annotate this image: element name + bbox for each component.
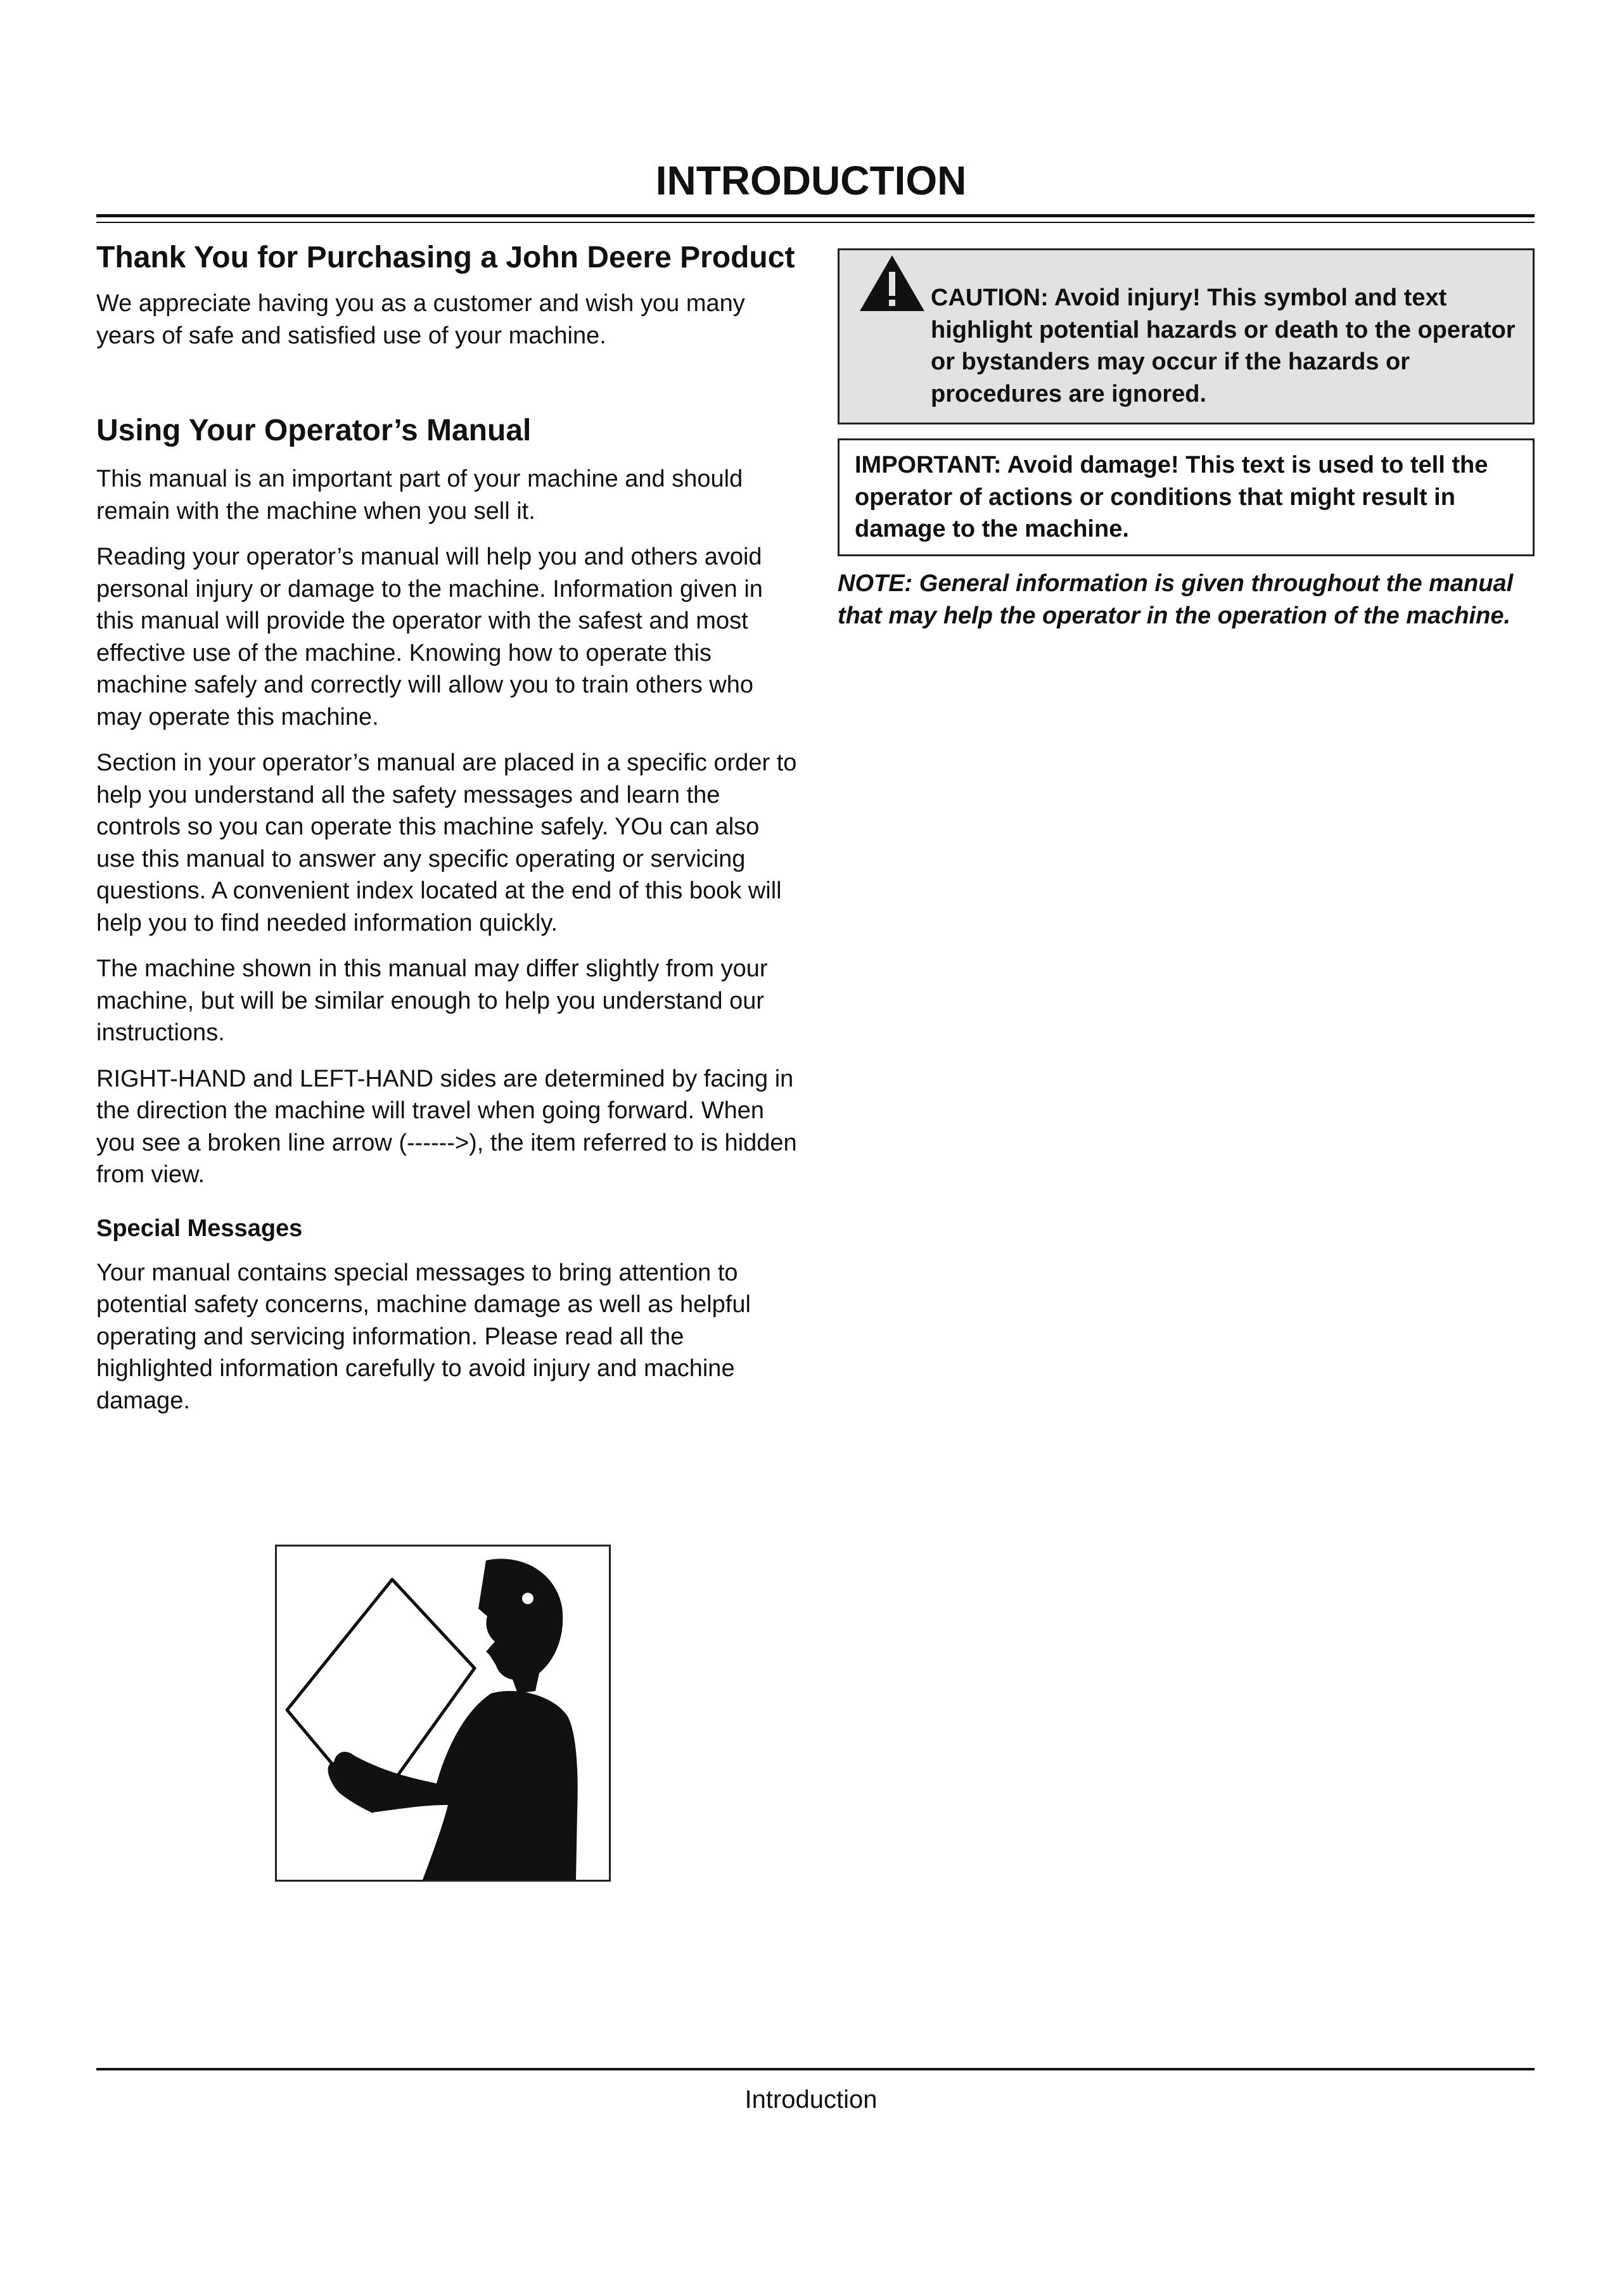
warning-triangle-icon: [859, 254, 926, 312]
page-title: INTRODUCTION: [655, 158, 967, 203]
important-box: IMPORTANT: Avoid damage! This text is used to tell the operator of actions or conditions that might result in damage to the machine.: [838, 438, 1535, 556]
caution-box: [838, 248, 1535, 424]
operators-manual-heading: Using Your Operator’s Manual: [96, 414, 532, 447]
footer-rule: [96, 2068, 1535, 2070]
header-rule: [96, 214, 1535, 217]
read-manual-figure: [275, 1545, 611, 1882]
special-messages-text: Your manual contains special messages to bring attention to potential safety concerns, machine damage as well as helpful operating and servicing information. Please read all the highlighted information carefully to avoid injury and machine damage.: [96, 1259, 751, 1414]
manual-paragraph-5: RIGHT-HAND and LEFT-HAND sides are determined by facing in the direction the machine will travel when going forward. When you see a broken line arrow (------>), the item referred to is hidden from view.: [96, 1065, 797, 1188]
manual-paragraph-2: Reading your operator’s manual will help you and others avoid personal injury or damage to the machine. Information given in this manual will provide the operator with the safest and most effective use of the machine. Knowing how to operate this machine safely and correctly will allow you to train others who may operate this machine.: [96, 544, 763, 730]
person-reading-manual-icon: [277, 1547, 609, 1880]
left-column: [96, 239, 801, 1417]
header-rule-thin: [96, 222, 1535, 223]
thank-you-heading: Thank You for Purchasing a John Deere Product: [96, 241, 795, 274]
footer-label: Introduction: [744, 2086, 878, 2114]
right-column: [838, 248, 1535, 651]
manual-paragraph-4: The machine shown in this manual may differ slightly from your machine, but will be similar enough to help you understand our instructions.: [96, 955, 768, 1046]
caution-text: CAUTION: Avoid injury! This symbol and text highlight potential hazards or death to the operator or bystanders may occur if the hazards or procedures are ignored.: [931, 284, 1516, 407]
manual-paragraph-3: Section in your operator’s manual are placed in a specific order to help you understand all the safety messages and learn the controls so you can operate this machine safely. YOu can also use this manual to answer any specific operating or servicing questions. A convenient index located at the end of this book will help you to find needed information quickly.: [96, 749, 797, 936]
special-messages-heading: Special Messages: [96, 1215, 303, 1242]
thank-you-text: We appreciate having you as a customer and wish you many years of safe and satisfied use of your machine.: [96, 290, 745, 349]
manual-paragraph-1: This manual is an important part of your machine and should remain with the machine when you sell it.: [96, 466, 743, 525]
note-text: NOTE: General information is given throughout the manual that may help the operator in the operation of the machine.: [838, 570, 1514, 629]
